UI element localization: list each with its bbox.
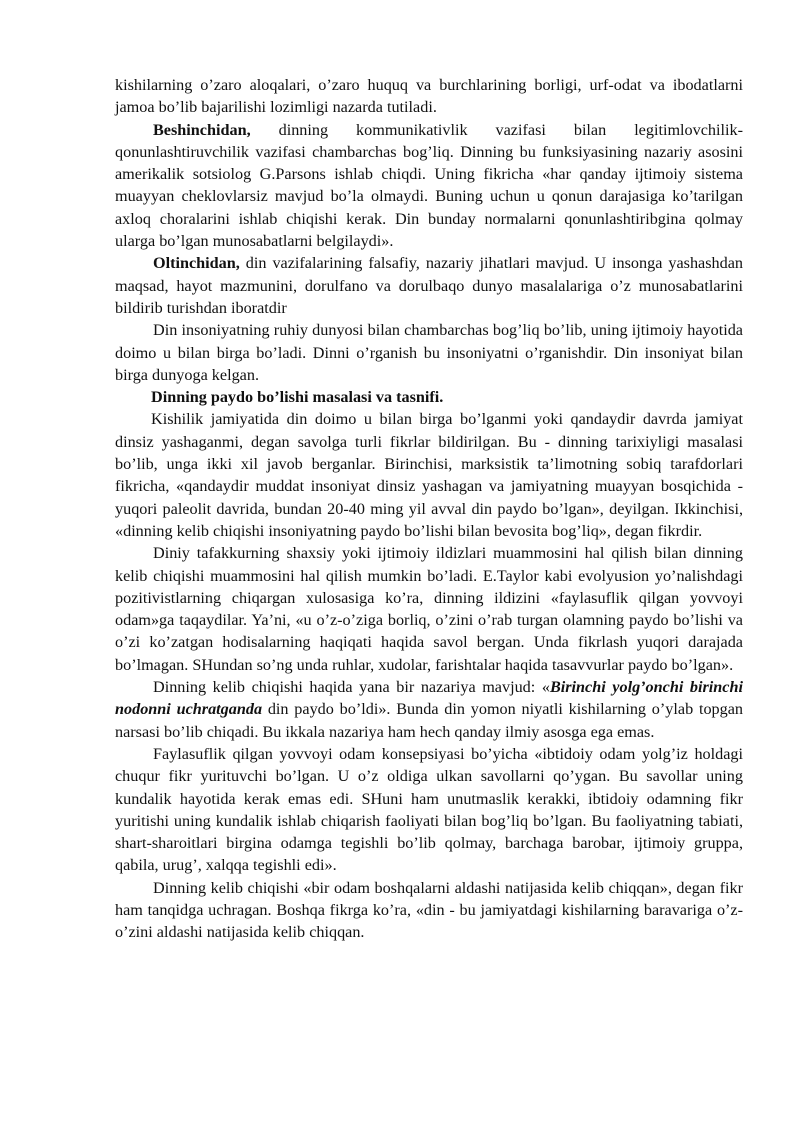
paragraph-aldash [115,877,743,944]
paragraph-continuation [115,74,743,119]
heading-text: Dinning paydo bo’lishi masalasi va tasnifi. [151,388,444,407]
emphasized-quote: Birinchi yolg’onchi birinchi nodonni uchratganda [115,678,743,719]
paragraph-text: Kishilik jamiyatida din doimo u bilan birga bo’lganmi yoki qandaydir davrda jamiyat dinsiz yashaganmi, degan savolga turli fikrlar bildirilgan. Bu - dinning tarixiyligi masalasi bo’lib, unga ikki xil javob berganlar. Birinchisi, marksistik ta’limotning sobiq tarafdorlari fikricha, «qandaydir muddat insoniyat dinsiz yashagan va jamiyatning muayyan bosqichida - yuqori paleolit davrida, bundan 20-40 ming yil avval din paydo bo’lgan», deyilgan. Ikkinchisi, «dinning kelib chiqishi insoniyatning paydo bo’lishi bilan bevosita bog’liq», degan fikrdir. [115,410,743,540]
section-heading [115,386,743,408]
paragraph-faylasuflik [115,743,743,877]
paragraph-text: Dinning kelib chiqishi haqida yana bir nazariya mavjud: « [153,678,550,697]
paragraph-text: dinning kommunikativlik vazifasi bilan legitimlovchilik-qonunlashtiruvchilik vazifasi chambarchas bog’liq. Dinning bu funksiyasining nazariy asosini amerikalik sotsiolog G.Parsons ishlab chiqdi. Uning fikricha «har qanday ijtimoiy sistema muayyan cheklovlarsiz mavjud bo’la olmaydi. Buning uchun u qonun darajasiga ko’tarilgan axloq choralarini ishlab chiqishi kerak. Din bunday normalarni qonunlashtiribgina qolmay ularga bo’lgan munosabatlarni belgilaydi». [115,120,743,251]
paragraph-oltinchidan [115,252,743,319]
paragraph-din-insoniyat [115,319,743,386]
paragraph-beshinchidan [115,119,743,253]
paragraph-text: kishilarning o’zaro aloqalari, o’zaro huquq va burchlarining borligi, urf-odat va ibodatlarni jamoa bo’lib bajarilishi lozimligi nazarda tutiladi. [115,76,743,117]
paragraph-kishilik [115,408,743,542]
paragraph-lead: Beshinchidan, [153,120,251,139]
document-page [115,74,743,944]
paragraph-nazariya [115,676,743,743]
paragraph-text: din paydo bo’ldi». Bunda din yomon niyatli kishilarning o’ylab topgan narsasi bo’lib chiqadi. Bu ikkala nazariya ham hech qanday ilmiy asosga ega emas. [115,700,744,741]
paragraph-text: Dinning kelib chiqishi «bir odam boshqalarni aldashi natijasida kelib chiqqan», degan fikr ham tanqidga uchragan. Boshqa fikrga ko’ra, «din - bu jamiyatdagi kishilarning baravariga o’z-o’zini aldashi natijasida kelib chiqqan. [115,878,743,942]
paragraph-text: Diniy tafakkurning shaxsiy yoki ijtimoiy ildizlari muammosini hal qilish bilan dinning kelib chiqishi muammosini hal qilish mumkin bo’ladi. E.Taylor kabi evolyusion yo’nalishdagi pozitivistlarning chiqargan xulosasiga ko’ra, dinning ildizini «faylasuflik qilgan yovvoyi odam»ga taqaydilar. Ya’ni, «u o’z-o’ziga borliq, o’zini o’rab turgan olamning paydo bo’lishi va o’zi ko’zatgan hodisalarning haqiqati haqida savol bergan. Unda fikrlash yuqori darajada bo’lmagan. SHundan so’ng unda ruhlar, xudolar, farishtalar haqida tasavvurlar paydo bo’lgan». [115,544,743,674]
paragraph-text: Faylasuflik qilgan yovvoyi odam konsepsiyasi bo’yicha «ibtidoiy odam yolg’iz holdagi chuqur fikr yurituvchi bo’lgan. U o’z oldiga ulkan savollarni qo’ygan. Bu savollar uning kundalik hayotida kerak emas edi. SHuni ham unutmaslik kerakki, ibtidoiy odamning fikr yuritishi uning kundalik ishlab chiqarish faoliyati bilan bog’liq bo’lgan. Bu faoliyatning tabiati, shart-sharoitlari birgina odamga tegishli bo’lib qolmay, barchaga barobar, ijtimoiy gruppa, qabila, urug’, xalqqa tegishli edi». [115,744,743,875]
paragraph-text: din vazifalarining falsafiy, nazariy jihatlari mavjud. U insonga yashashdan maqsad, hayot mazmunini, dorulfano va dorulbaqo dunyo masalalariga o’z munosabatlarini bildirib turishdan iboratdir [115,254,743,317]
paragraph-text: Din insoniyatning ruhiy dunyosi bilan chambarchas bog’liq bo’lib, uning ijtimoiy hayotida doimo u bilan birga bo’ladi. Dinni o’rganish bu insoniyatni o’rganishdir. Din insoniyat bilan birga dunyoga kelgan. [115,321,743,384]
paragraph-lead: Oltinchidan, [153,254,240,273]
paragraph-diniy-tafakkur [115,542,743,676]
